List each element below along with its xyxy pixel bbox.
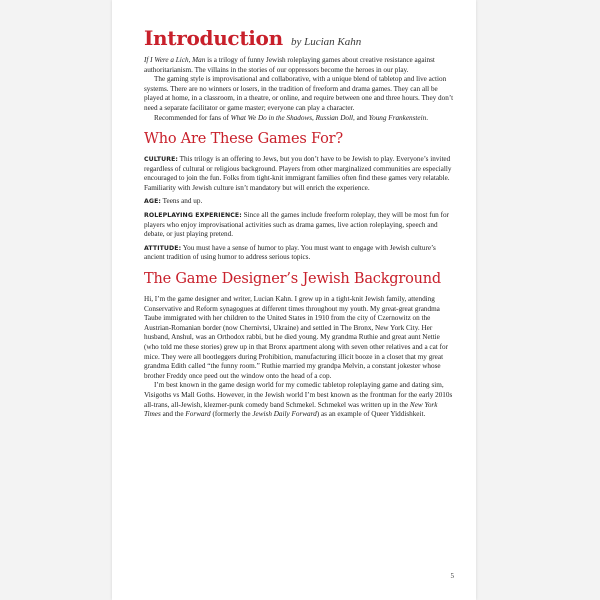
intro-paragraph-2: The gaming style is improvisational and collaborative, with a unique blend of tabletop and live action systems. There are no winners or losers, in the tradition of freeform and drama games. They can all be played at home, in a classroom, in a theatre, or online, and require between one and three hours. They don’t need a separate facilitator or game master; everyone can play a character. <box>144 75 454 112</box>
attitude-label: ATTITUDE: <box>144 244 182 252</box>
intro-paragraph-3: Recommended for fans of What We Do in the Shadows, Russian Doll, and Young Frankenstein. <box>154 113 428 122</box>
designer-paragraph-2: I’m best known in the game design world for my comedic tabletop roleplaying game and dating sim, Visigoths vs Mall Goths. However, in the Jewish world I’m best known as the frontman for the early 2010s all-trans, all-Jewish, klezmer-punk comedy band Schmekel. Schmekel was written up in the New York Times and the Forward (formerly the Jewish Daily Forward) as an example of Queer Yiddishkeit. <box>144 381 453 419</box>
age-label: AGE: <box>144 198 161 206</box>
culture-paragraph: CULTURE: This trilogy is an offering to Jews, but you don’t have to be Jewish to play. Everyone’s invited regardless of cultural or religious background. Players from other marginalized communities are especially encouraged to join the fun. Folks from tight-knit immigrant families often find these games very relatable. Familiarity with Jewish culture isn’t mandatory but will enrich the experience. <box>144 155 452 192</box>
title-row <box>144 28 454 48</box>
page-title: Introduction <box>144 26 283 50</box>
culture-label: CULTURE: <box>144 156 178 164</box>
game-title: If I Were a Lich, Man <box>144 56 206 64</box>
section-heading-designer: The Game Designer’s Jewish Background <box>144 271 441 288</box>
page-content <box>144 28 454 420</box>
age-paragraph: AGE: Teens and up. <box>144 197 203 206</box>
author-byline: by Lucian Kahn <box>290 36 362 48</box>
book-page <box>112 0 476 600</box>
roleplaying-paragraph: ROLEPLAYING EXPERIENCE: Since all the games include freeform roleplay, they will be most fun for players who enjoy improvisational activities such as drama games, live action roleplaying, speech and debate, or just playing pretend. <box>144 211 449 239</box>
attitude-paragraph: ATTITUDE: You must have a sense of humor to play. You must want to engage with Jewish culture’s ancient tradition of using humor to address serious topics. <box>144 243 436 262</box>
section-heading-who: Who Are These Games For? <box>144 131 343 148</box>
intro-paragraph-1: If I Were a Lich, Man is a trilogy of funny Jewish roleplaying games about creative resistance against authoritarianism. The villains in the stories of our oppressors become the heroes in our play. <box>144 56 435 74</box>
roleplaying-label: ROLEPLAYING EXPERIENCE: <box>144 212 242 220</box>
page-number: 5 <box>450 572 454 580</box>
designer-paragraph-1: Hi, I’m the game designer and writer, Lucian Kahn. I grew up in a tight-knit Jewish family, attending Conservative and Reform synagogues at different times throughout my youth. My great-great grandma Taube immigrated with her children to the United States in 1910 from the city of Czernowitz on the Austrian-Romanian border (now Chernivtsi, Ukraine) and settled in The Bronx, New York City. Her husband, Anshul, was an Orthodox rabbi, but he died young. My grandma Ruthie and great aunt Nettie (who told me these stories) grew up in that Bronx apartment along with seven other relatives and a cat for mice. They were all bootleggers during Prohibition, manufacturing illicit booze in a closet that my great grandma Edith called “the funny room.” Ruthie married my grandpa Melvin, a constant jokester whose brother Freddy once peed out the window onto the head of a cop. <box>144 294 448 380</box>
